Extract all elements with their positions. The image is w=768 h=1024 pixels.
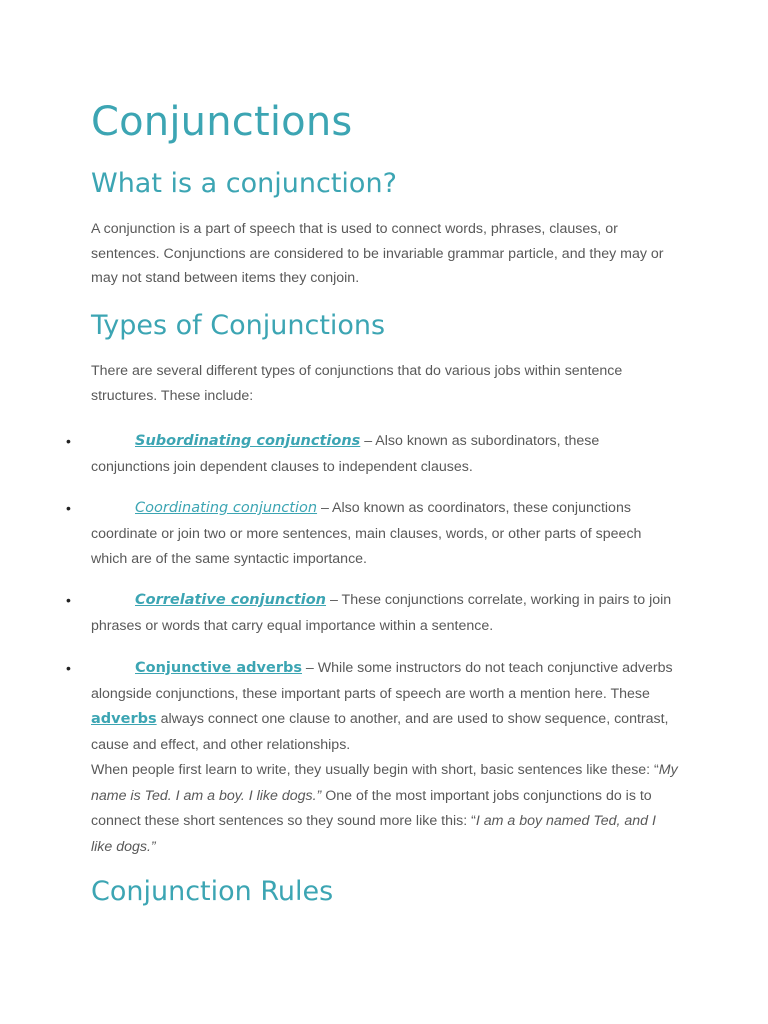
follow-up-text: When people first learn to write, they usually begin with short, basic sentences like these: “ (91, 762, 659, 778)
list-item-text: – Also known as subordinators, these conjunctions join dependent clauses to independent clauses. (91, 433, 600, 475)
bullet-marker: • (66, 500, 71, 516)
example-quote-combined: I am a boy named Ted, and I like dogs.” (91, 813, 656, 855)
conjunctive-adverbs-link[interactable]: Conjunctive adverbs (135, 660, 302, 676)
bullet-marker: • (66, 433, 71, 449)
correlative-conjunction-link[interactable]: Correlative conjunction (135, 592, 327, 608)
list-item (91, 588, 681, 639)
definition-paragraph: A conjunction is a part of speech that is used to connect words, phrases, clauses, or sentences. Conjunctions are considered to be invariable grammar particle, and they may or may not stand between items they conjoin. (91, 221, 664, 286)
example-quote-short: My name is Ted. I am a boy. I like dogs.” (91, 762, 678, 804)
list-item-text: always connect one clause to another, and are used to show sequence, contrast, cause and effect, and other relationships. (91, 711, 669, 753)
list-item-text: – These conjunctions correlate, working in pairs to join phrases or words that carry equal importance within a sentence. (91, 592, 672, 634)
heading-types: Types of Conjunctions (91, 310, 386, 341)
bullet-marker: • (66, 592, 71, 608)
bullet-marker: • (66, 660, 71, 676)
adverbs-link[interactable]: adverbs (91, 711, 157, 727)
list-item-text: – Also known as coordinators, these conjunctions coordinate or join two or more sentences, main clauses, words, or other parts of speech which are of the same syntactic importance. (91, 500, 642, 567)
heading-what-is: What is a conjunction? (91, 168, 397, 199)
follow-up-text-2: One of the most important jobs conjunctions do is to connect these short sentences so they sound more like this: “ (91, 787, 652, 829)
list-item (91, 656, 681, 860)
list-item (91, 429, 681, 480)
subordinating-conjunctions-link[interactable]: Subordinating conjunctions (135, 433, 361, 449)
list-item (91, 496, 681, 573)
heading-rules: Conjunction Rules (91, 876, 334, 907)
coordinating-conjunction-link[interactable]: Coordinating conjunction (135, 500, 318, 516)
types-intro-paragraph: There are several different types of conjunctions that do various jobs within sentence structures. These include: (91, 363, 623, 404)
list-item-text: – While some instructors do not teach conjunctive adverbs alongside conjunctions, these important parts of speech are worth a mention here. These (91, 660, 673, 702)
page-title: Conjunctions (91, 99, 353, 145)
